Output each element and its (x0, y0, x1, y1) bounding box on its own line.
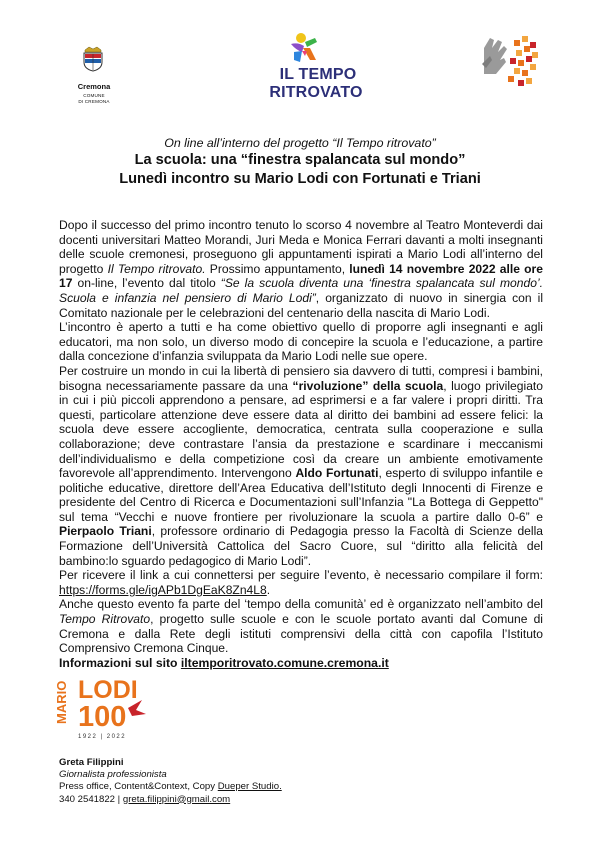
paragraph-speakers (59, 364, 543, 568)
city-crest-icon (82, 46, 104, 72)
lodi-logo-word2: LODI (78, 676, 138, 704)
event-title-italic: “Se la scuola diventa una ‘finestra spalancata sul mondo’. Scuola e infanzia nel pensiero di Mario Lodi” (59, 276, 543, 305)
tempo-logo-line2: RITROVATO (269, 84, 363, 101)
website-link[interactable]: iltemporitrovato.comune.cremona.it (180, 656, 389, 670)
crest-sub-line2: DI CREMONA (78, 98, 110, 104)
article-body (59, 218, 543, 656)
paragraph-intro (59, 218, 543, 320)
paragraph-goal: L’incontro è aperto a tutti e ha come obiettivo quello di proporre agli insegnanti e agli educatori, ma non solo, un diverso modo di concepire la scuola e l’educazione, a partire dalla concezione d’infanzia sviluppata da Mario Lodi nelle sue opere. (59, 320, 543, 364)
event-subtitle: On line all’interno del progetto “Il Tempo ritrovato” (164, 136, 436, 150)
signature-block (59, 757, 459, 806)
info-label: Informazioni sul sito (59, 656, 181, 670)
p5-text-a: Anche questo evento fa parte del ‘tempo della comunità’ ed è organizzato nell’ambito del (59, 597, 543, 612)
phone-number: 340 2541822 | (59, 793, 123, 805)
school-revolution-bold: “rivoluzione” della scuola (292, 378, 444, 393)
lodi-logo-word1: MARIO (54, 680, 69, 724)
p3-text-c: , esperto di sviluppo infantile e politiche educative, direttore dell’Area Educativa dell’Istituto degli Innocenti di Firenze e presidente del Centro di Ricerca e Documentazioni sull’Infanzia "La Bottega di Geppetto" sul tema “Vecchi e nuove frontiere per rivoluzionare la scuola a partire dallo 0-6” e (59, 466, 543, 524)
speaker-fortunati: Aldo Fortunati (295, 466, 379, 481)
form-link[interactable]: https://forms.gle/igAPb1DgEaK8Zn4L8 (59, 582, 267, 597)
lodi-logo-number: 100 (78, 701, 127, 733)
speaker-triani: Pierpaolo Triani (59, 524, 152, 539)
signature-contacts (59, 794, 459, 806)
lodi-100-logo-icon (54, 674, 150, 742)
hands-mosaic-logo-icon (480, 34, 542, 90)
email-link[interactable]: greta.filippini@gmail.com (122, 793, 231, 805)
tempo-ritrovato-italic: Tempo Ritrovato (59, 612, 151, 627)
p4-text-a: Per ricevere il link a cui connettersi per seguire l’evento, è necessario compilare il form: (59, 568, 543, 583)
p1-text-a: Dopo il successo del primo incontro tenuto lo scorso 4 novembre al Teatro Monteverdi dai docenti universitari Matteo Morandi, Juri Meda e Monica Ferrari davanti a molti insegnanti delle scuole cremonesi, proseguono gli appuntamenti ispirati a Mario Lodi all’interno del progetto (59, 218, 543, 276)
tempo-logo-line1: IL TEMPO (279, 66, 357, 83)
studio-link[interactable]: Dueper Studio. (217, 781, 282, 793)
event-date: lunedì 14 novembre 2022 alle ore 17 (59, 261, 543, 291)
crest-sub-line1: COMUNE (83, 93, 105, 98)
crest-comune-label (68, 93, 120, 104)
signature-name: Greta Filippini (59, 757, 124, 768)
p1-text-c: on-line, l’evento dal titolo (72, 276, 221, 291)
p3-text-d: , professore ordinario di Pedagogia presso la Facoltà di Scienze della Formazione dell’Università Cattolica del Sacro Cuore, sul “diritto alla felicità del bambino:lo sguardo pedagogico di Mario Lodi”. (59, 524, 543, 568)
signature-role: Giornalista professionista (59, 769, 167, 781)
p4-text-b: . (266, 582, 271, 597)
paragraph-form (59, 568, 543, 597)
tempo-ritrovato-mark-icon (288, 32, 320, 64)
p3-text-a: Per costruire un mondo in cui la libertà di pensiero sia davvero di tutti, compresi i bambini, bisogna necessariamente passare da una (59, 363, 543, 393)
title-line-2: Lunedì incontro su Mario Lodi con Fortunati e Triani (119, 171, 481, 187)
lodi-logo-years: 1922 | 2022 (78, 734, 127, 740)
office-text: Press office, Content&Context, Copy (59, 781, 218, 793)
tempo-ritrovato-logo (270, 32, 380, 112)
p1-text-d: , organizzato di nuovo in sinergia con il Comitato nazionale per le celebrazioni del centenario della nascita di Mario Lodi. (59, 290, 544, 320)
cremona-crest-logo (74, 40, 114, 108)
p3-text-b: , luogo privilegiato in cui i più piccoli apprendono a pensare, ad esprimersi e a far valere i propri diritti. Tra questi, particolare attenzione deve essere data al diritto dei bambini ad essere felici: la scuola deve essere accogliente, democratica, centrata sulla cooperazione e sulla collaborazione; deve contrastare l’ansia da prestazione e scardinare i meccanismi dell’individualismo e della competizione così da creare un ambiente emotivamente favorevole all’apprendimento. Intervengono (59, 378, 543, 481)
info-line (59, 656, 543, 670)
title-line-1: La scuola: una “finestra spalancata sul mondo” (134, 152, 466, 168)
project-name-italic: Il Tempo ritrovato. (107, 261, 206, 276)
paragraph-community (59, 597, 543, 655)
signature-office (59, 781, 459, 793)
crest-city-name: Cremona (77, 82, 111, 91)
p1-text-b: Prossimo appuntamento, (205, 261, 350, 276)
p5-text-b: , progetto sulle scuole e con le scuole portato avanti dal Comune di Cremona e dalla Rete degli istituti comprensivi della città con capofila l’Istituto Comprensivo Cremona Cinque. (59, 612, 543, 656)
